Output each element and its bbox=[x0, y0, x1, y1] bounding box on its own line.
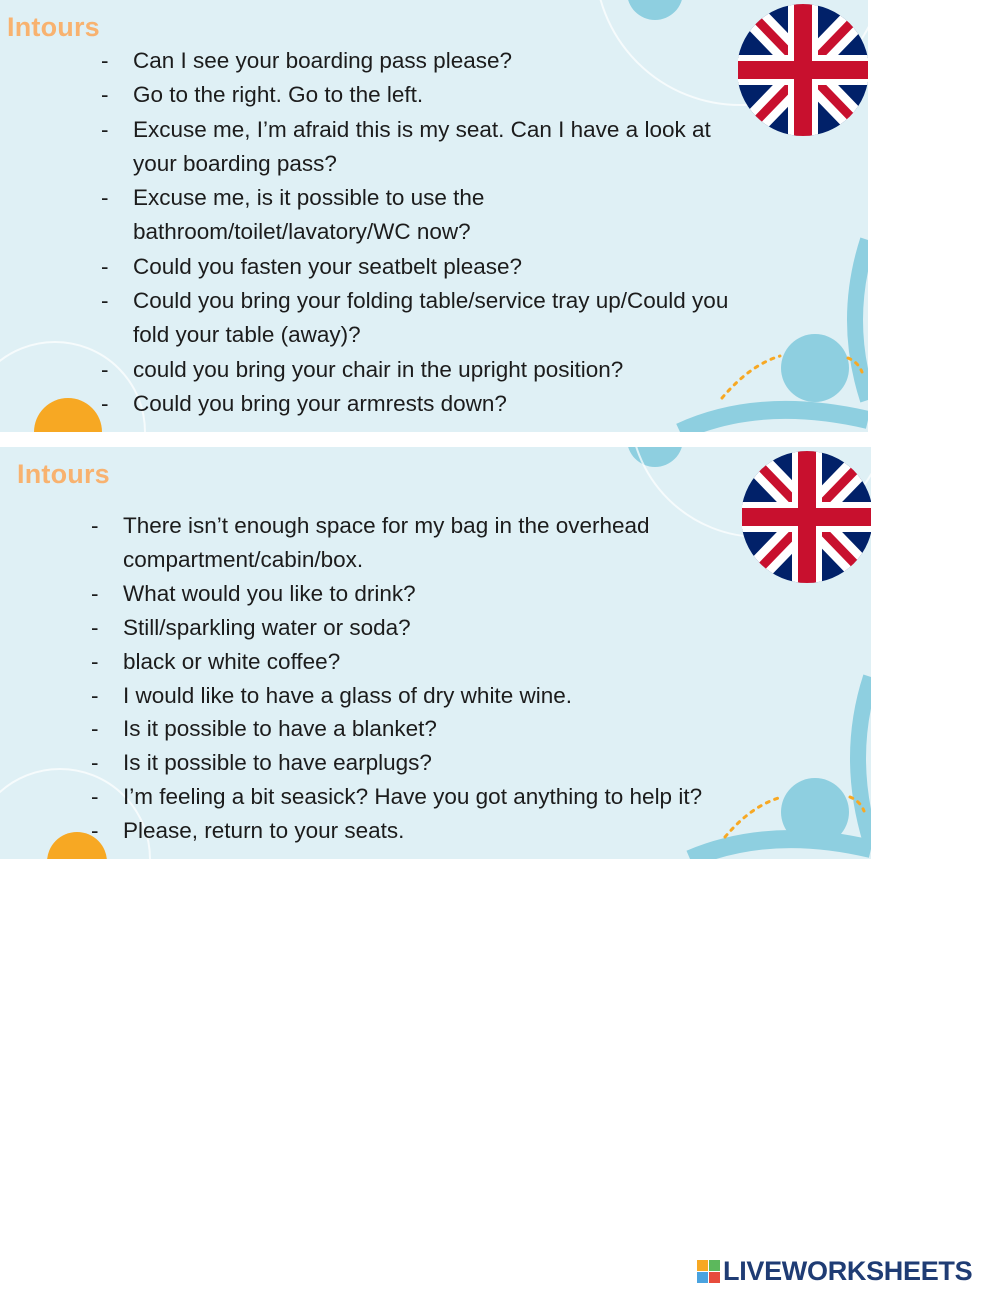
list-item: - Go to the right. Go to the left. bbox=[101, 82, 424, 108]
list-item: - Please, return to your seats. bbox=[91, 818, 405, 844]
phrase-line: could you bring your chair in the upright position? bbox=[133, 356, 624, 382]
phrase-line: Is it possible to have earplugs? bbox=[123, 750, 432, 776]
phrase-line: I’m feeling a bit seasick? Have you got anything to help it? bbox=[123, 784, 703, 810]
phrase-line: Is it possible to have a blanket? bbox=[123, 716, 437, 742]
slide-2 bbox=[0, 447, 871, 859]
logo-badge-icon bbox=[697, 1260, 720, 1283]
phrase-line: What would you like to drink? bbox=[123, 580, 416, 606]
list-item: - I would like to have a glass of dry white wine. bbox=[91, 682, 572, 708]
list-item: - could you bring your chair in the upright position? bbox=[101, 356, 624, 382]
phrase-line: black or white coffee? bbox=[123, 648, 341, 674]
phrase-line: compartment/cabin/box. bbox=[123, 546, 364, 572]
phrase-line: Could you fasten your seatbelt please? bbox=[133, 253, 523, 279]
phrase-line: your boarding pass? bbox=[133, 150, 337, 176]
list-item: - Still/sparkling water or soda? bbox=[91, 614, 411, 640]
phrase-list bbox=[91, 509, 781, 848]
phrase-line: bathroom/toilet/lavatory/WC now? bbox=[133, 219, 471, 245]
phrase-line: There isn’t enough space for my bag in the overhead bbox=[123, 513, 650, 538]
phrase-list bbox=[101, 44, 801, 421]
phrase-line: Excuse me, is it possible to use the bbox=[133, 185, 485, 211]
phrase-line: fold your table (away)? bbox=[133, 322, 361, 348]
phrase-line: Excuse me, I’m afraid this is my seat. Can I have a look at bbox=[133, 116, 711, 142]
list-item: - I’m feeling a bit seasick? Have you got anything to help it? bbox=[91, 784, 703, 810]
list-item: - Could you fasten your seatbelt please? bbox=[101, 253, 523, 279]
list-item: - Could you bring your folding table/service tray up/Could you fold your table (away)? bbox=[101, 288, 729, 348]
phrase-line: Still/sparkling water or soda? bbox=[123, 614, 411, 640]
brand-title: Intours bbox=[7, 12, 100, 42]
phrase-line: Can I see your boarding pass please? bbox=[133, 48, 512, 73]
list-item: - Excuse me, is it possible to use the bathroom/toilet/lavatory/WC now? bbox=[101, 185, 485, 245]
list-item: - What would you like to drink? bbox=[91, 580, 416, 606]
phrase-line: I would like to have a glass of dry white wine. bbox=[123, 682, 572, 708]
phrase-line: Could you bring your armrests down? bbox=[133, 390, 507, 416]
list-item: - Is it possible to have a blanket? bbox=[91, 716, 437, 742]
phrase-line: Could you bring your folding table/service tray up/Could you bbox=[133, 288, 729, 314]
list-item: - Can I see your boarding pass please? bbox=[101, 48, 512, 73]
phrase-line: Go to the right. Go to the left. bbox=[133, 82, 424, 108]
list-item: - Could you bring your armrests down? bbox=[101, 390, 507, 416]
list-item: - Excuse me, I’m afraid this is my seat. Can I have a look at your boarding pass? bbox=[101, 116, 711, 176]
list-item: - There isn’t enough space for my bag in the overhead compartment/cabin/box. bbox=[91, 513, 650, 572]
logo-text: LIVEWORKSHEETS bbox=[723, 1256, 973, 1286]
phrase-line: Please, return to your seats. bbox=[123, 818, 405, 844]
list-item: - Is it possible to have earplugs? bbox=[91, 750, 432, 776]
slide-1 bbox=[0, 0, 868, 432]
liveworksheets-logo[interactable] bbox=[697, 1256, 972, 1287]
brand-title: Intours bbox=[17, 459, 110, 489]
list-item: - black or white coffee? bbox=[91, 648, 341, 674]
